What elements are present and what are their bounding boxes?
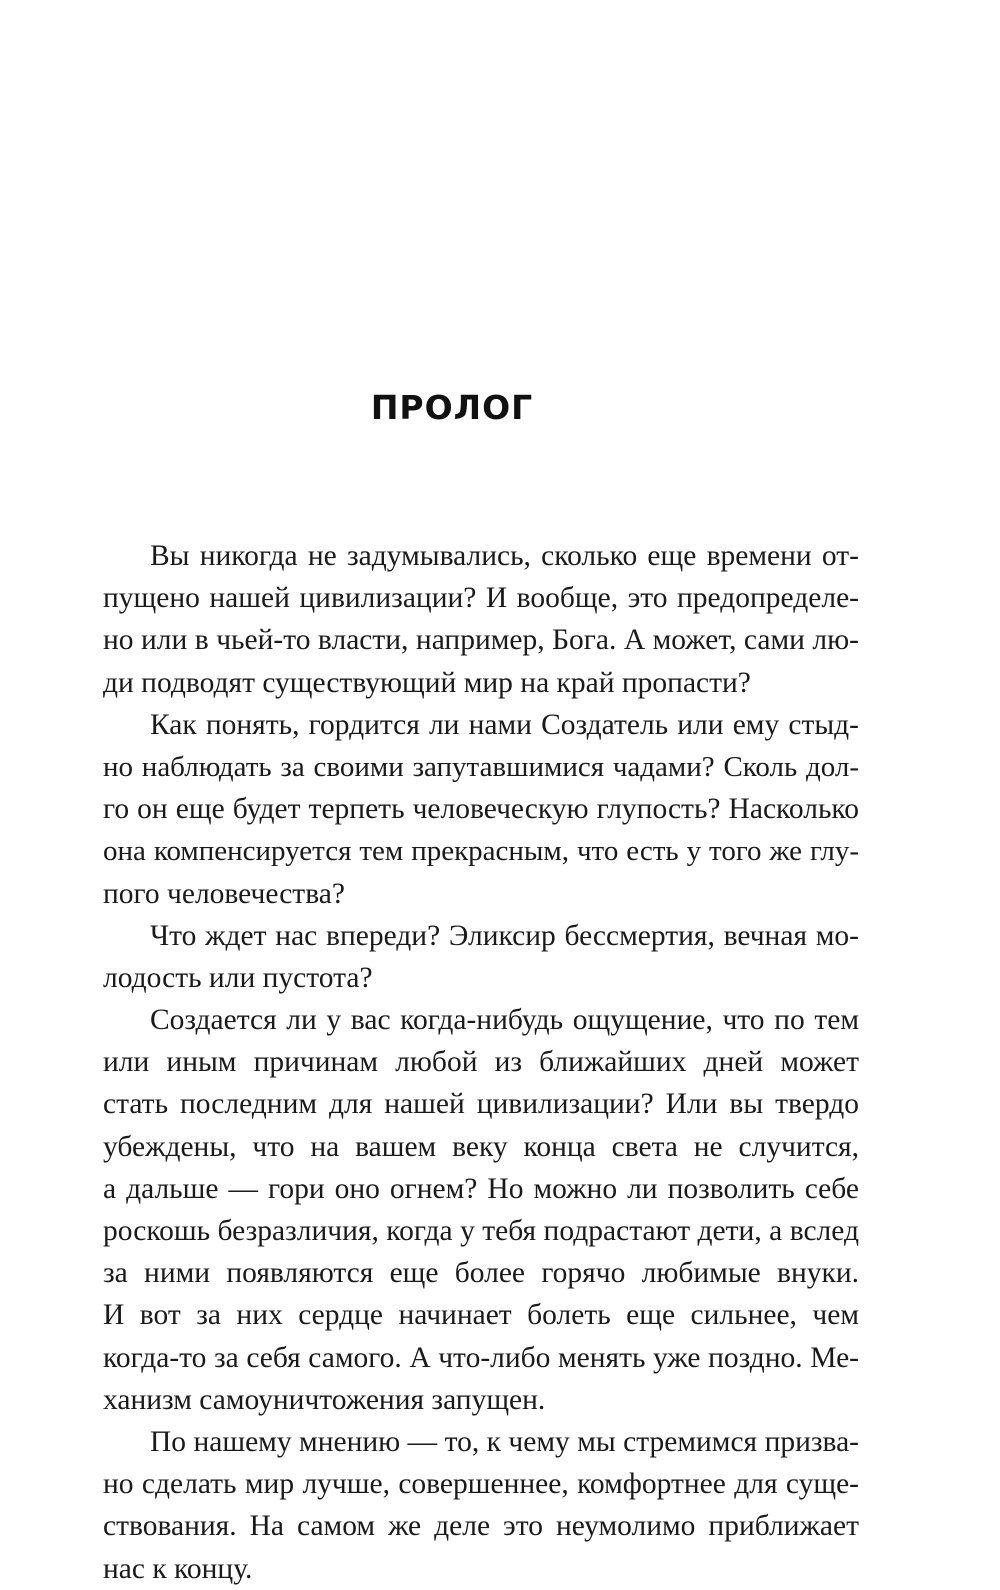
- text-line: ханизм самоуничтожения запущен.: [103, 1383, 546, 1416]
- text-line: или иным причинам любой из ближайших дней может: [103, 1046, 859, 1079]
- text-line: Создается ли у вас когда-нибудь ощущение, что по тем: [150, 1004, 859, 1037]
- text-line: ди подводят существующий мир на край пропасти?: [103, 666, 751, 699]
- text-line: стать последним для нашей цивилизации? Или вы твердо: [103, 1088, 859, 1121]
- body-text: [103, 535, 859, 1590]
- text-line: убеждены, что на вашем веку конца света не случится,: [103, 1130, 859, 1163]
- text-line: пущено нашей цивилизации? И вообще, это предопределе-: [103, 582, 859, 615]
- text-line: когда-то за себя самого. А что-либо менять уже поздно. Ме-: [103, 1341, 859, 1374]
- text-line: но или в чьей-то власти, например, Бога. А может, сами лю-: [103, 624, 859, 657]
- text-line: Что ждет нас впереди? Эликсир бессмертия, вечная мо-: [150, 919, 859, 952]
- text-line: нас к концу.: [103, 1552, 253, 1585]
- text-line: за ними появляются еще более горячо любимые внуки.: [103, 1257, 859, 1290]
- text-line: го он еще будет терпеть человеческую глупость? Насколько: [103, 793, 859, 826]
- text-line: По нашему мнению — то, к чему мы стремимся призва-: [150, 1425, 859, 1458]
- text-line: Вы никогда не задумывались, сколько еще времени от-: [150, 540, 859, 572]
- text-line: Как понять, гордится ли нами Создатель или ему стыд-: [150, 708, 859, 741]
- text-line: пого человечества?: [103, 877, 345, 910]
- text-line: лодость или пустота?: [103, 961, 373, 994]
- text-line: роскошь безразличия, когда у тебя подрастают дети, а вслед: [103, 1215, 859, 1247]
- chapter-title: ПРОЛОГ: [370, 388, 534, 427]
- text-line: И вот за них сердце начинает болеть еще сильнее, чем: [103, 1299, 859, 1332]
- text-line: но сделать мир лучше, совершеннее, комфортнее для суще-: [103, 1468, 859, 1501]
- text-line: но наблюдать за своими запутавшимися чадами? Сколь дол-: [103, 750, 859, 783]
- text-line: ствования. На самом же деле это неумолимо приближает: [103, 1510, 859, 1543]
- text-line: а дальше — гори оно огнем? Но можно ли позволить себе: [103, 1172, 859, 1205]
- text-line: она компенсируется тем прекрасным, что есть у того же глу-: [103, 835, 859, 868]
